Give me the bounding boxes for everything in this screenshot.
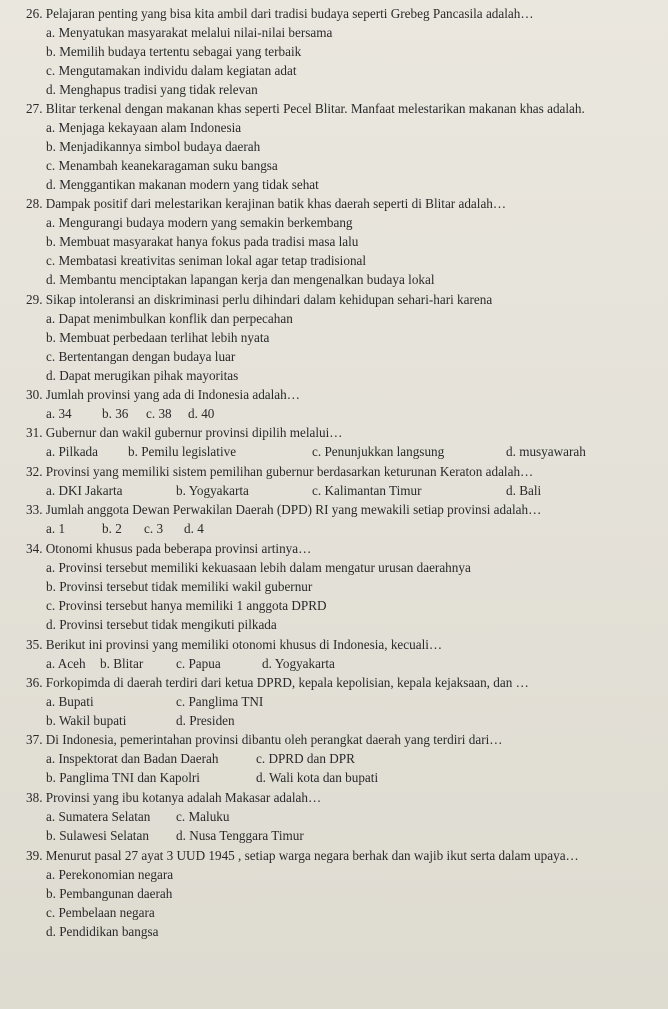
question-30-option-c: c. 38 (146, 406, 172, 421)
question-31-option-c: c. Penunjukkan langsung (312, 444, 445, 459)
question-28-option-a: a. Mengurangi budaya modern yang semakin berkembang (46, 215, 353, 230)
question-26-option-d: d. Menghapus tradisi yang tidak relevan (46, 82, 258, 97)
question-26-option-b: b. Memilih budaya tertentu sebagai yang terbaik (46, 44, 302, 59)
question-38-option-a: a. Sumatera Selatan (46, 809, 151, 824)
question-30-option-d: d. 40 (188, 406, 215, 421)
question-33-option-d: d. 4 (184, 521, 204, 536)
question-26-option-c: c. Mengutamakan individu dalam kegiatan adat (46, 63, 297, 78)
question-28-option-d: d. Membantu menciptakan lapangan kerja dan mengenalkan budaya lokal (46, 272, 435, 287)
question-39-stem: 39. Menurut pasal 27 ayat 3 UUD 1945 , setiap warga negara berhak dan wajib ikut serta dalam upaya… (26, 848, 579, 863)
question-32-option-a: a. DKI Jakarta (46, 483, 123, 498)
question-34-option-d: d. Provinsi tersebut tidak mengikuti pilkada (46, 617, 277, 632)
question-32-option-d: d. Bali (506, 483, 542, 498)
question-37-option-c: c. DPRD dan DPR (256, 751, 355, 766)
question-35-option-d: d. Yogyakarta (262, 656, 335, 671)
question-29-option-d: d. Dapat merugikan pihak mayoritas (46, 368, 239, 383)
question-33-option-c: c. 3 (144, 521, 164, 536)
question-27-option-a: a. Menjaga kekayaan alam Indonesia (46, 120, 242, 135)
question-34-option-c: c. Provinsi tersebut hanya memiliki 1 anggota DPRD (46, 598, 327, 613)
question-28-option-b: b. Membuat masyarakat hanya fokus pada tradisi masa lalu (46, 234, 359, 249)
question-38-option-d: d. Nusa Tenggara Timur (176, 828, 304, 843)
question-29-option-a: a. Dapat menimbulkan konflik dan perpecahan (46, 311, 293, 326)
question-37-option-a: a. Inspektorat dan Badan Daerah (46, 751, 219, 766)
question-33-option-a: a. 1 (46, 521, 66, 536)
question-32-option-b: b. Yogyakarta (176, 483, 249, 498)
question-27-option-c: c. Menambah keanekaragaman suku bangsa (46, 158, 278, 173)
question-39-option-a: a. Perekonomian negara (46, 867, 174, 882)
question-28-stem: 28. Dampak positif dari melestarikan kerajinan batik khas daerah seperti di Blitar adalah… (26, 196, 507, 211)
question-37-option-d: d. Wali kota dan bupati (256, 770, 379, 785)
question-36-option-b: b. Wakil bupati (46, 713, 127, 728)
question-35-option-c: c. Papua (176, 656, 221, 671)
question-26-option-a: a. Menyatukan masyarakat melalui nilai-nilai bersama (46, 25, 333, 40)
question-38-stem: 38. Provinsi yang ibu kotanya adalah Makasar adalah… (26, 790, 322, 805)
question-30-option-b: b. 36 (102, 406, 129, 421)
question-29-stem: 29. Sikap intoleransi an diskriminasi perlu dihindari dalam kehidupan sehari-hari karena (26, 292, 493, 307)
question-35-option-a: a. Aceh (46, 656, 86, 671)
question-38-option-b: b. Sulawesi Selatan (46, 828, 149, 843)
question-36-stem: 36. Forkopimda di daerah terdiri dari ketua DPRD, kepala kepolisian, kepala kejaksaan, dan … (26, 675, 529, 690)
question-33-stem: 33. Jumlah anggota Dewan Perwakilan Daerah (DPD) RI yang mewakili setiap provinsi adalah… (26, 502, 542, 517)
question-34-stem: 34. Otonomi khusus pada beberapa provinsi artinya… (26, 541, 312, 556)
question-30-option-a: a. 34 (46, 406, 72, 421)
question-29-option-c: c. Bertentangan dengan budaya luar (46, 349, 236, 364)
question-39-option-d: d. Pendidikan bangsa (46, 924, 159, 939)
question-32-option-c: c. Kalimantan Timur (312, 483, 422, 498)
question-31-option-b: b. Pemilu legislative (128, 444, 237, 459)
question-33-option-b: b. 2 (102, 521, 122, 536)
question-34-option-b: b. Provinsi tersebut tidak memiliki wakil gubernur (46, 579, 313, 594)
question-27-option-d: d. Menggantikan makanan modern yang tidak sehat (46, 177, 319, 192)
question-36-option-c: c. Panglima TNI (176, 694, 264, 709)
question-36-option-d: d. Presiden (176, 713, 235, 728)
question-32-stem: 32. Provinsi yang memiliki sistem pemilihan gubernur berdasarkan keturunan Keraton adalah… (26, 464, 534, 479)
question-31-option-a: a. Pilkada (46, 444, 99, 459)
question-27-option-b: b. Menjadikannya simbol budaya daerah (46, 139, 261, 154)
question-37-stem: 37. Di Indonesia, pemerintahan provinsi dibantu oleh perangkat daerah yang terdiri dari… (26, 732, 503, 747)
question-37-option-b: b. Panglima TNI dan Kapolri (46, 770, 200, 785)
question-35-option-b: b. Blitar (100, 656, 144, 671)
question-31-option-d: d. musyawarah (506, 444, 586, 459)
question-27-stem: 27. Blitar terkenal dengan makanan khas seperti Pecel Blitar. Manfaat melestarikan makanan khas adalah. (26, 101, 585, 116)
question-35-stem: 35. Berikut ini provinsi yang memiliki otonomi khusus di Indonesia, kecuali… (26, 637, 443, 652)
question-39-option-c: c. Pembelaan negara (46, 905, 155, 920)
question-31-stem: 31. Gubernur dan wakil gubernur provinsi dipilih melalui… (26, 425, 343, 440)
question-26-stem: 26. Pelajaran penting yang bisa kita ambil dari tradisi budaya seperti Grebeg Pancasila adalah… (26, 6, 534, 21)
question-28-option-c: c. Membatasi kreativitas seniman lokal agar tetap tradisional (46, 253, 367, 268)
question-34-option-a: a. Provinsi tersebut memiliki kekuasaan lebih dalam mengatur urusan daerahnya (46, 560, 471, 575)
question-38-option-c: c. Maluku (176, 809, 230, 824)
question-29-option-b: b. Membuat perbedaan terlihat lebih nyata (46, 330, 270, 345)
question-30-stem: 30. Jumlah provinsi yang ada di Indonesia adalah… (26, 387, 300, 402)
question-39-option-b: b. Pembangunan daerah (46, 886, 173, 901)
question-36-option-a: a. Bupati (46, 694, 94, 709)
